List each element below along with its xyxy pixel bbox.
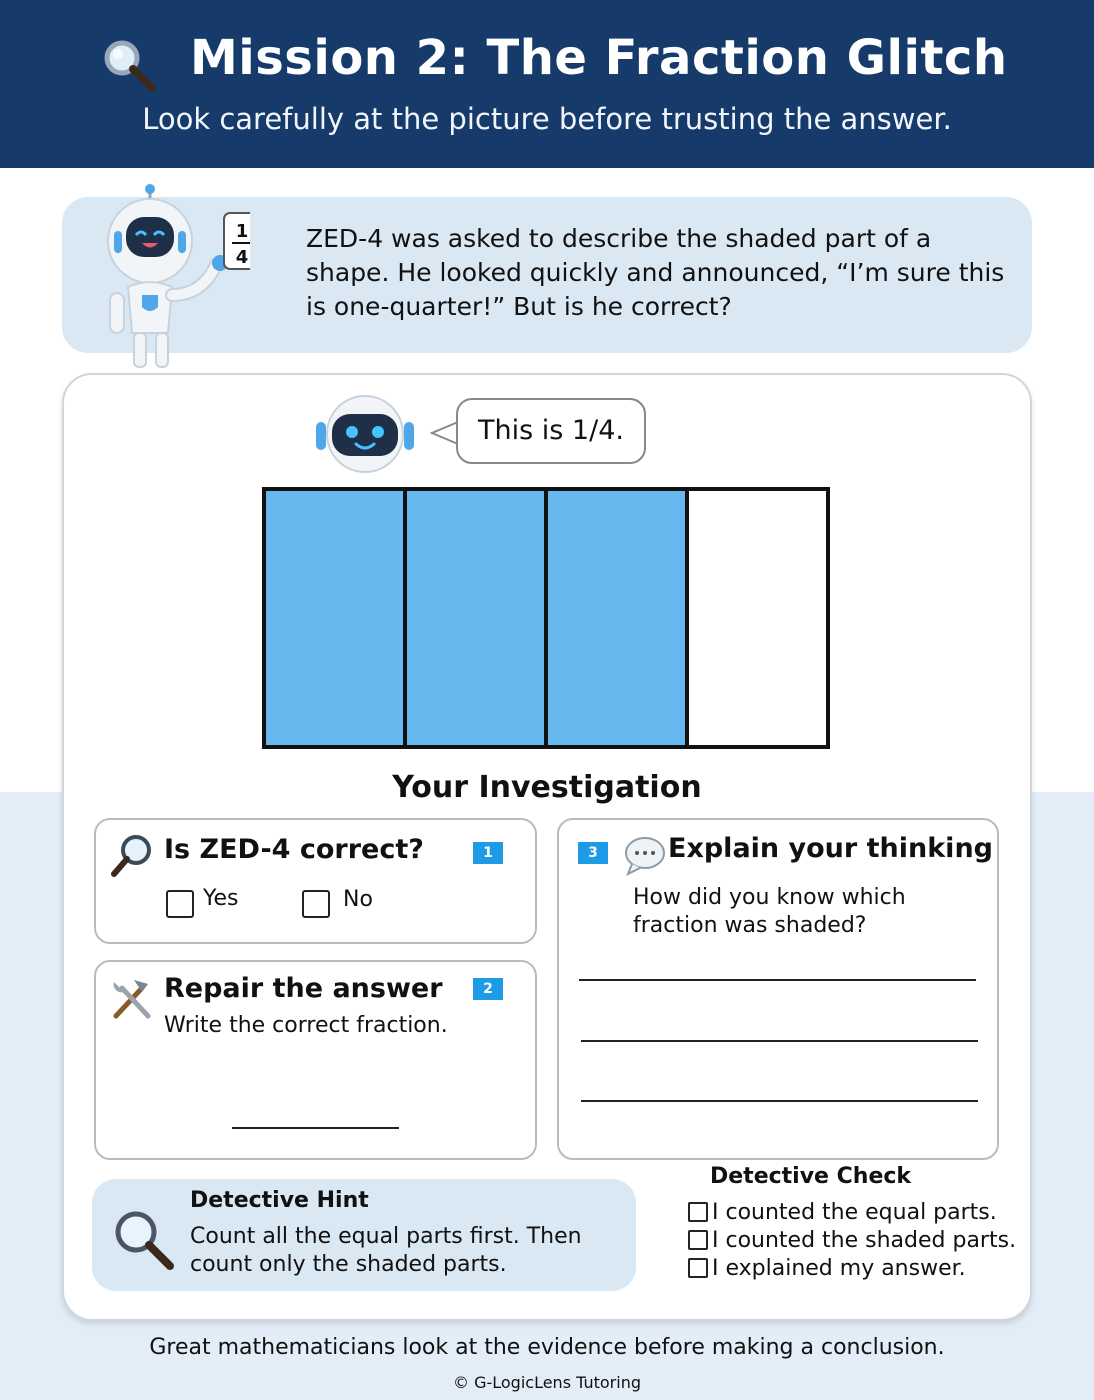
page-subtitle: Look carefully at the picture before trusting the answer.: [142, 102, 952, 136]
robot-holding-sign-icon: [100, 183, 250, 375]
unshaded-part: [687, 489, 828, 747]
shaded-part: [264, 489, 405, 747]
checklist-label: I explained my answer.: [712, 1256, 966, 1281]
question-1-title: Is ZED-4 correct?: [164, 834, 424, 865]
hint-title: Detective Hint: [190, 1188, 369, 1213]
shaded-part: [546, 489, 687, 747]
yes-label: Yes: [203, 886, 239, 911]
question-3-badge: 3: [578, 842, 608, 864]
speech-bubble-icon: [622, 834, 666, 876]
story-text: ZED-4 was asked to describe the shaded part of a shape. He looked quickly and announced, “I’m sure this is one-quarter!” But is he correct?: [306, 224, 1005, 321]
page-title: Mission 2: The Fraction Glitch: [190, 30, 1008, 86]
sign-numerator: 1: [235, 221, 249, 242]
question-3-prompt: How did you know which fraction was shaded?: [633, 885, 906, 938]
fraction-bar: [262, 487, 830, 749]
page-header: [0, 0, 1094, 168]
checklist-label: I counted the equal parts.: [712, 1200, 997, 1225]
magnifying-glass-icon: [100, 36, 158, 94]
shaded-part: [405, 489, 546, 747]
question-2-badge: 2: [473, 978, 503, 1000]
fraction-answer-line[interactable]: [232, 1127, 399, 1129]
checklist-label: I counted the shaded parts.: [712, 1228, 1017, 1253]
checklist-title: Detective Check: [710, 1164, 912, 1189]
question-2-prompt: Write the correct fraction.: [164, 1013, 448, 1038]
question-3-title: Explain your thinking: [668, 833, 993, 864]
robot-head-icon: [310, 392, 420, 474]
magnifying-glass-icon: [112, 1208, 176, 1272]
explanation-line-1[interactable]: [579, 979, 976, 981]
magnifying-glass-icon: [108, 832, 156, 880]
question-1-badge: 1: [473, 842, 503, 864]
footer-motto: Great mathematicians look at the evidence before making a conclusion.: [149, 1335, 945, 1360]
copyright-text: © G-LogicLens Tutoring: [453, 1373, 641, 1392]
tools-icon: [108, 974, 156, 1022]
robot-speech-bubble: This is 1/4.: [456, 398, 646, 464]
yes-checkbox[interactable]: [166, 890, 194, 918]
hint-text: Count all the equal parts first. Then count only the shaded parts.: [190, 1224, 582, 1277]
sign-denominator: 4: [235, 247, 249, 268]
explanation-line-3[interactable]: [581, 1100, 978, 1102]
no-label: No: [343, 887, 373, 912]
investigation-title: Your Investigation: [392, 770, 702, 805]
question-2-title: Repair the answer: [164, 973, 443, 1004]
checklist-checkbox[interactable]: [688, 1258, 708, 1278]
checklist-checkbox[interactable]: [688, 1230, 708, 1250]
checklist-checkbox[interactable]: [688, 1202, 708, 1222]
explanation-line-2[interactable]: [581, 1040, 978, 1042]
no-checkbox[interactable]: [302, 890, 330, 918]
